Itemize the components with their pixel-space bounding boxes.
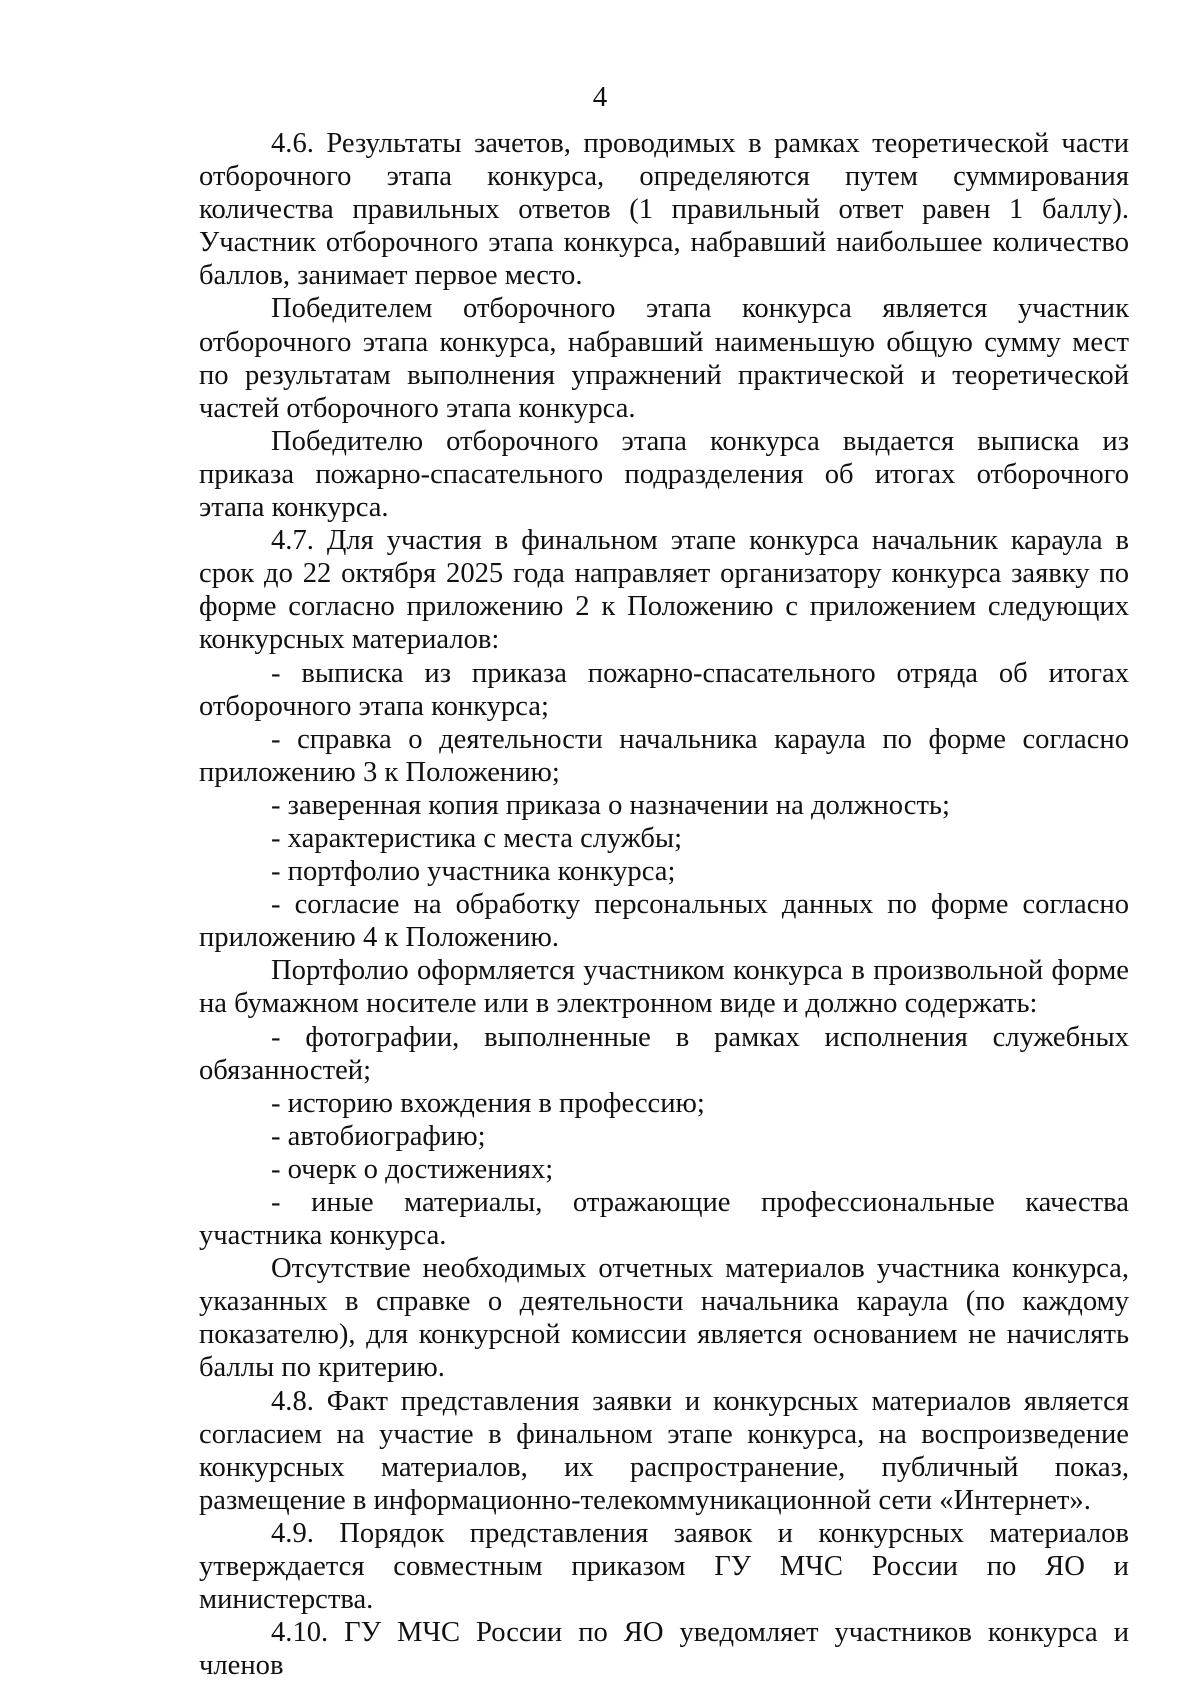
list-item: - заверенная копия приказа о назначении на должность; xyxy=(271,789,950,821)
document-body xyxy=(199,127,1129,1682)
list-item: - иные материалы, отражающие профессиональные качества участника конкурса. xyxy=(199,1187,1129,1252)
paragraph-missing-materials: Отсутствие необходимых отчетных материалов участника конкурса, указанных в справке о деятельности начальника караула (по каждому показателю), для конкурсной комиссии является основанием не начислять баллы по критерию. xyxy=(199,1253,1129,1384)
list-item: - историю вхождения в профессию; xyxy=(271,1087,705,1119)
list-item: - портфолио участника конкурса; xyxy=(271,856,676,888)
paragraph-winner-extract: Победителю отборочного этапа конкурса выдается выписка из приказа пожарно-спасательного подразделения об итогах отборочного этапа конкурса. xyxy=(199,425,1129,524)
paragraph-4-7: 4.7. Для участия в финальном этапе конкурса начальник караула в срок до 22 октября 2025 года направляет организатору конкурса заявку по форме согласно приложению 2 к Положению с приложением следующих конкурсных материалов: xyxy=(199,525,1129,656)
paragraph-4-6: 4.6. Результаты зачетов, проводимых в рамках теоретической части отборочного этапа конкурса, определяются путем суммирования количества правильных ответов (1 правильный ответ равен 1 баллу). Участник отборочного этапа конкурса, набравший наибольшее количество баллов, занимает первое место. xyxy=(199,128,1129,292)
page-number: 4 xyxy=(592,81,608,113)
list-item: - очерк о достижениях; xyxy=(271,1153,554,1185)
list-item: - характеристика с места службы; xyxy=(271,822,683,854)
paragraph-portfolio: Портфолио оформляется участником конкурса в произвольной форме на бумажном носителе или в электронном виде и должно содержать: xyxy=(199,955,1129,1020)
list-item: - справка о деятельности начальника караула по форме согласно приложению 3 к Положению; xyxy=(199,723,1129,788)
paragraph-4-9: 4.9. Порядок представления заявок и конкурсных материалов утверждается совместным приказом ГУ МЧС России по ЯО и министерства. xyxy=(199,1517,1129,1616)
paragraph-winner: Победителем отборочного этапа конкурса является участник отборочного этапа конкурса, набравший наименьшую общую сумму мест по результатам выполнения упражнений практической и теоретической частей отборочного этапа конкурса. xyxy=(199,293,1129,424)
list-item: - выписка из приказа пожарно-спасательного отряда об итогах отборочного этапа конкурса; xyxy=(199,657,1129,722)
list-item: - автобиографию; xyxy=(271,1120,486,1152)
paragraph-4-8: 4.8. Факт представления заявки и конкурсных материалов является согласием на участие в финальном этапе конкурса, на воспроизведение конкурсных материалов, их распространение, публичный показ, размещение в информационно-телекоммуникационной сети «Интернет». xyxy=(199,1385,1129,1516)
list-item: - фотографии, выполненные в рамках исполнения служебных обязанностей; xyxy=(199,1021,1129,1086)
list-item: - согласие на обработку персональных данных по форме согласно приложению 4 к Положению. xyxy=(199,889,1129,954)
paragraph-4-10: 4.10. ГУ МЧС России по ЯО уведомляет участников конкурса и членов xyxy=(199,1617,1129,1682)
